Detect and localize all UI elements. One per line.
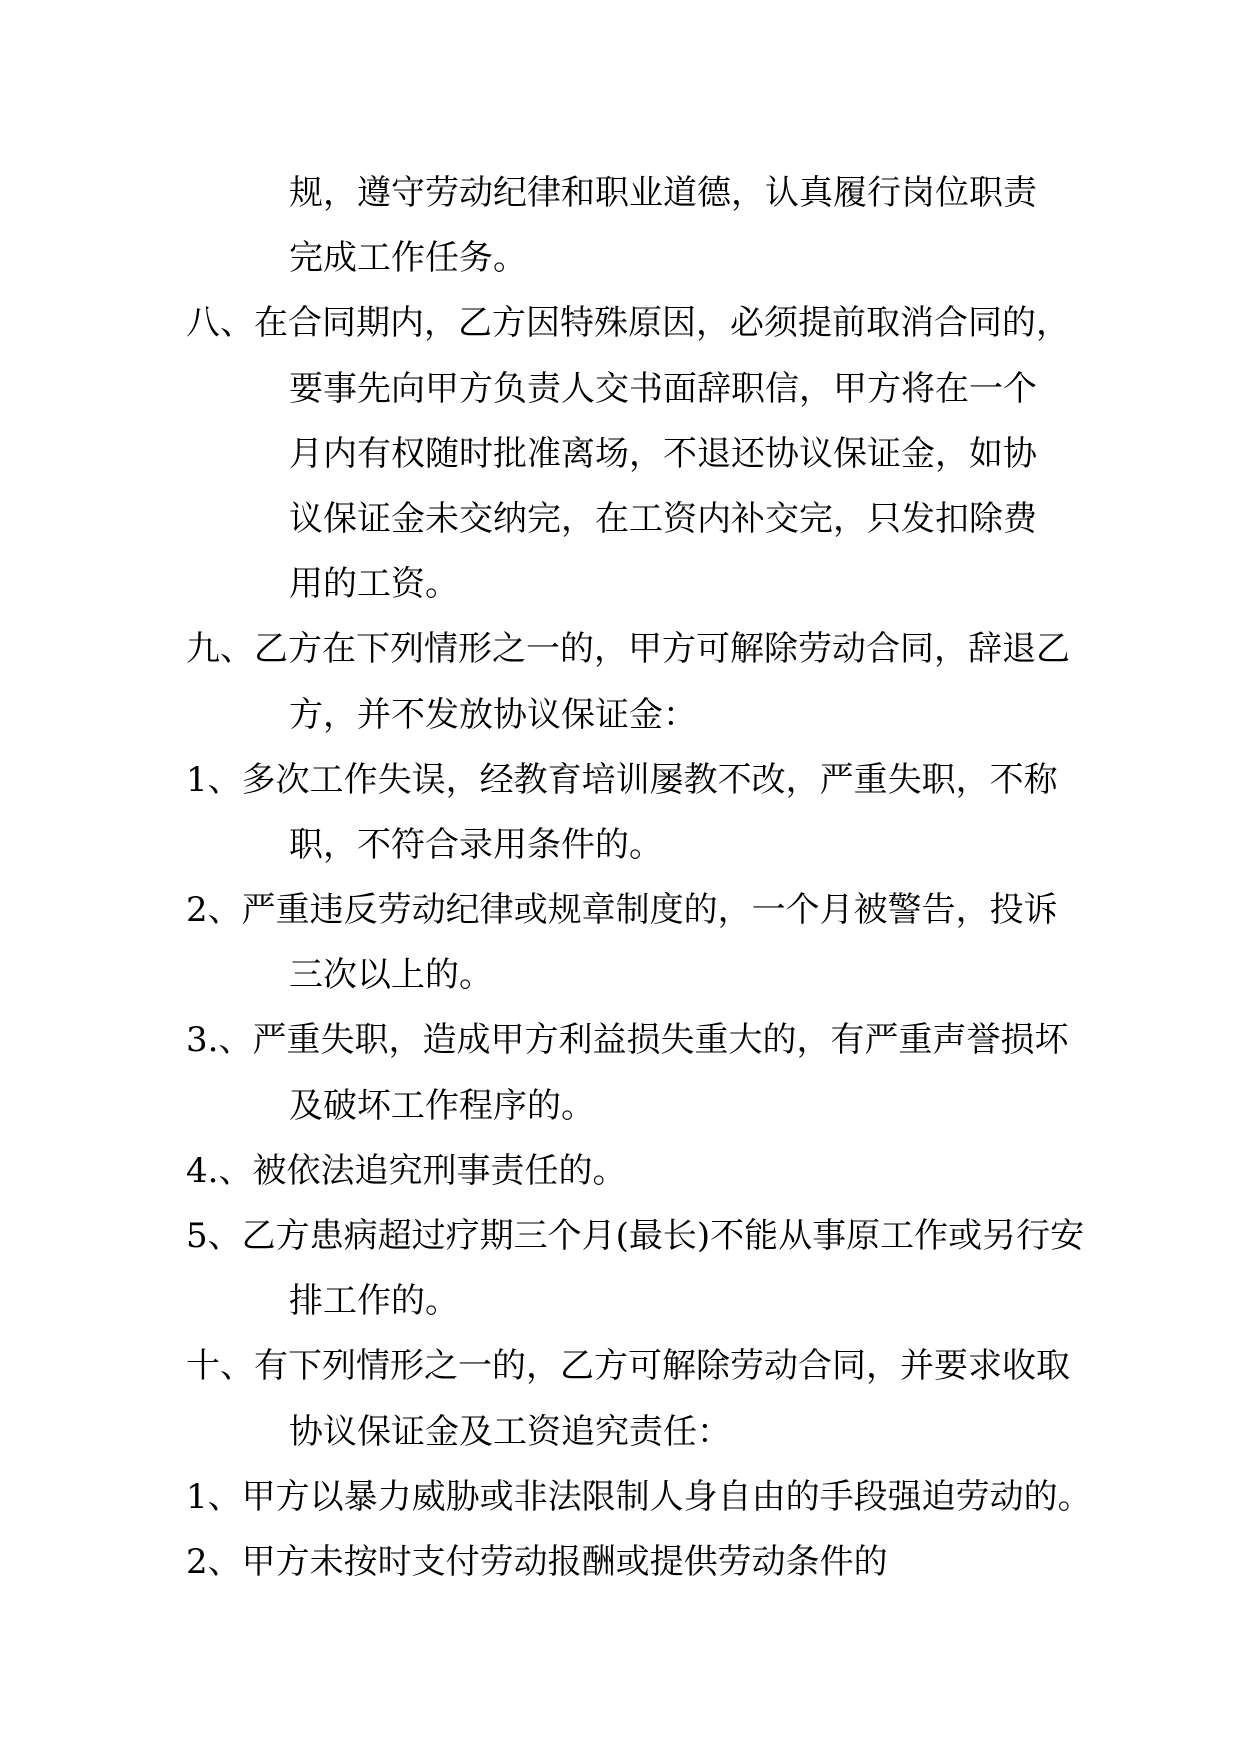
clause-line: 4.、被依法追究刑事责任的。 xyxy=(186,1150,627,1191)
contract-text-body xyxy=(186,161,1092,1595)
paragraph-continuation-line: 及破坏工作程序的。 xyxy=(289,1085,595,1126)
clause-line: 2、严重违反劳动纪律或规章制度的，一个月被警告，投诉 xyxy=(186,890,1058,931)
clause-line: 十、有下列情形之一的，乙方可解除劳动合同，并要求收取 xyxy=(186,1346,1070,1387)
paragraph-continuation-line: 方，并不发放协议保证金： xyxy=(289,694,697,735)
paragraph-continuation-line: 月内有权随时批准离场，不退还协议保证金，如协 xyxy=(289,433,1037,474)
clause-line: 九、乙方在下列情形之一的，甲方可解除劳动合同，辞退乙 xyxy=(186,629,1070,670)
paragraph-continuation-line: 三次以上的。 xyxy=(289,955,493,996)
clause-line: 八、在合同期内，乙方因特殊原因，必须提前取消合同的， xyxy=(186,303,1070,344)
paragraph-continuation-line: 协议保证金及工资追究责任： xyxy=(289,1411,731,1452)
paragraph-continuation-line: 议保证金未交纳完，在工资内补交完，只发扣除费 xyxy=(289,498,1037,539)
clause-line: 1、多次工作失误，经教育培训屡教不改，严重失职，不称 xyxy=(186,759,1058,800)
paragraph-continuation-line: 用的工资。 xyxy=(289,564,459,605)
paragraph-continuation-line: 规，遵守劳动纪律和职业道德，认真履行岗位职责 xyxy=(289,173,1037,213)
paragraph-continuation-line: 职，不符合录用条件的。 xyxy=(289,824,663,865)
paragraph-continuation-line: 完成工作任务。 xyxy=(289,238,527,279)
clause-line: 3.、严重失职，造成甲方利益损失重大的，有严重声誉损坏 xyxy=(186,1020,1069,1061)
clause-line: 1、甲方以暴力威胁或非法限制人身自由的手段强迫劳动的。 xyxy=(186,1476,1092,1517)
clause-line: 2、甲方未按时支付劳动报酬或提供劳动条件的 xyxy=(186,1541,888,1582)
paragraph-continuation-line: 要事先向甲方负责人交书面辞职信，甲方将在一个 xyxy=(289,368,1037,409)
clause-line: 5、乙方患病超过疗期三个月(最长)不能从事原工作或另行安 xyxy=(186,1216,1085,1256)
paragraph-continuation-line: 排工作的。 xyxy=(289,1281,459,1322)
